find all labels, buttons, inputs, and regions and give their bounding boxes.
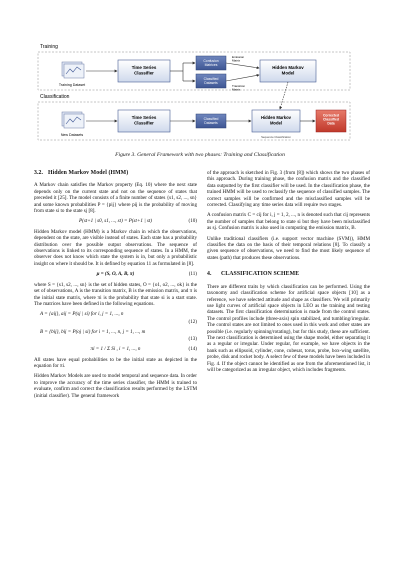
diagram-text-line: Transition: [232, 84, 246, 88]
diagram-text-line: Classification: [40, 94, 70, 100]
paragraph: A confusion matrix C = cij for i, j = 1, 2, ..., n is denoted such that cij represents the number of samples that belong to state si but they have been misclassified as sj. Confusion matrix is also used in computing the emission matrix, B.: [207, 212, 370, 232]
paragraph: of the approach is sketched in Fig. 3 (from [8]) which shows the two phases of this approach. During training phase, the confusion matrix and the classified data outputted by the first classifier will be used. In the classification phase, the trained HMM will be used to reclassify the sequence of classified samples. The correct samples will be confirmed and the misclassified samples will be corrected. Classifying any time series data will require two stages.: [207, 170, 370, 209]
equation-text: πi = 1 / Σ Si , i = 1, ..., n: [90, 346, 141, 353]
paragraph: where S = {s1, s2, ..., sn} is the set of hidden states, O = {o1, o2, ..., ok} is the set of observations, A is the transition matrix, B is the emission matrix, and π is the initial state matrix, where πi is the probability that state si is a start state. The matrices have been defined in the following equations.: [34, 281, 197, 307]
diagram-text-line: Confusion: [203, 59, 219, 63]
framework-figure: [0, 0, 400, 150]
ts-classifier-label-classification: [132, 115, 157, 126]
right-column: [207, 170, 370, 377]
equation-12: [34, 311, 197, 317]
diagram-text-line: Hidden Markov: [272, 65, 304, 70]
equation-10: [34, 218, 197, 224]
equation-13-number-row: [34, 336, 197, 342]
diagram-text-line: Time Series: [131, 65, 157, 70]
diagram-text-line: Datasets: [204, 121, 218, 125]
arrow-hmm-transfer: [280, 82, 288, 109]
diagram-text-line: Model: [269, 120, 283, 126]
training-dataset-icon: [62, 62, 84, 78]
left-column: [34, 170, 197, 403]
figure-caption: Figure 3. General Framework with two phases: Training and Classification: [115, 152, 285, 158]
section-number: 3.2.: [34, 170, 44, 176]
classified-datasets-label-training: [204, 77, 219, 85]
diagram-text-line: Corrected: [322, 113, 340, 118]
equation-text: A = {aij}, aij = P(sj | si) for i, j = 1, ..., n: [40, 311, 124, 318]
diagram-text-line: Time Series: [131, 115, 157, 120]
diagram-text-line: Matrix: [232, 87, 241, 92]
paragraph: All states have equal probabilities to be the initial state as depicted in the equation for πi.: [34, 356, 197, 369]
section-title: CLASSIFICATION SCHEME: [221, 271, 300, 278]
paragraph: Hidden Markov Models are used to model temporal and sequence data. In order to improve the accuracy of the time series classifier, the HMM is trained to evaluate, confirm and correct the classification results performed by the LSTM (initial classifier). The general framework: [34, 373, 197, 399]
arrow-train-3: [226, 63, 259, 68]
new-datasets-icon: [62, 112, 84, 128]
section-heading-classification: [207, 271, 370, 277]
equation-12-number-row: [34, 319, 197, 325]
emission-matrix-label: [232, 55, 245, 63]
equation-number: (11): [188, 271, 197, 278]
equation-text: μ = (S, O, A, B, π): [96, 271, 135, 278]
equation-number: (12): [188, 318, 197, 325]
arrow-train-4: [226, 75, 259, 81]
confusion-matrix-label: [203, 59, 218, 67]
equation-14: [34, 346, 197, 352]
paragraph: There are different traits by which classification can be performed. Using the taxonomy and classification scheme for artificial space objects [10] as a reference, we have selected attitude and shape as classifiers. We will primarily use light curves of artificial space objects in LEO as the training and testing datasets. The first classification determination is made from the control states. The control profiles include (three-axis) spin stabilized, and tumbling/irregular. The control states are not limited to ones used in this work and other states are possible (i.e. regularly spinning/rotating), but for this study, these are sufficient. The next classification is determined using the shape model, either separating it as a regular or irregular. Under regular, for example, we have objects in the bank such as ellipsoid, cylinder, cone, cubesat, torus, probe, box-wing satellite, probe, disk and rocket body. A select few of these models have been included in Fig. 4. If the object cannot be identified as one from the aforementioned list, it will be categorized as an irregular object, which includes fragments.: [207, 283, 370, 373]
diagram-text-line: Training Dataset: [58, 83, 86, 87]
equation-13: [34, 329, 197, 335]
diagram-text-line: Emission: [232, 55, 245, 59]
diagram-text-line: Classified: [203, 77, 219, 81]
section-heading-hmm: [34, 170, 197, 176]
diagram-text-line: Matrices: [204, 63, 218, 67]
classification-phase-label: [40, 94, 70, 100]
section-number: 4.: [207, 271, 212, 278]
diagram-text-line: Classified: [322, 117, 340, 122]
equation-11: [34, 271, 197, 277]
training-dataset-label: [59, 83, 85, 87]
transition-matrix-label: [232, 84, 245, 92]
diagram-text-line: Sequence Classification: [261, 135, 291, 139]
diagram-text-line: Hidden Markov: [260, 115, 292, 120]
diagram-text-line: Classifier: [134, 70, 154, 76]
paragraph: Unlike traditional classifiers (i.e. support vector machine (SVM)), HMM classifies the data on the basis of their temporal relations [8]. To classify a given sequence of observations, we need to find the most likely sequence of states (path) that produces these observations.: [207, 235, 370, 261]
hmm-note-label: [261, 135, 291, 139]
equation-text: B = {bij}, bij = P(oj | si) for i = 1, ..., n, j = 1, ..., m: [40, 328, 146, 335]
equation-text: P(st+1 | s0, s1, ..., st) = P(st+1 | st): [79, 218, 152, 225]
diagram-text-line: Classifier: [134, 120, 154, 126]
paragraph: A Markov chain satisfies the Markov property (Eq. 10) where the next state depends only on the current state and not on the sequence of states that preceded it [25]. The model consists of a finite number of states {s1, s2, ..., sn} and some known probabilities P = {pij} where pij is the probability of moving from state si to the state sj [8].: [34, 182, 197, 215]
diagram-text-line: Training: [40, 44, 58, 50]
framework-diagram: [0, 0, 400, 150]
diagram-text-line: Data: [327, 121, 335, 126]
ts-classifier-label-training: [132, 65, 157, 76]
equation-number: (10): [188, 218, 197, 225]
diagram-text-line: Matrix: [232, 58, 241, 63]
diagram-text-line: Classified: [203, 117, 219, 121]
diagram-text-line: Model: [281, 70, 295, 76]
equation-number: (14): [188, 346, 197, 353]
paragraph: Hidden Markov model (HMM) is a Markov chain in which the observations, dependent on the state, are visible instead of states. Each state has a probability distribution over the possible output observations. The sequence of observations is linked to its corresponding sequence of states. In a HMM, the observer does not know which state the system is in, but only a probabilistic insight on where it should be. It is defined by equation 11 as formulated in [8].: [34, 228, 197, 267]
diagram-text-line: Datasets: [204, 81, 218, 85]
training-phase-label: [40, 44, 58, 50]
classified-datasets-label-classification: [204, 117, 219, 125]
equation-number: (13): [188, 336, 197, 343]
new-datasets-label: [61, 133, 84, 137]
section-title: Hidden Markov Model (HMM): [48, 170, 129, 176]
diagram-text-line: New Datasets: [60, 133, 84, 137]
